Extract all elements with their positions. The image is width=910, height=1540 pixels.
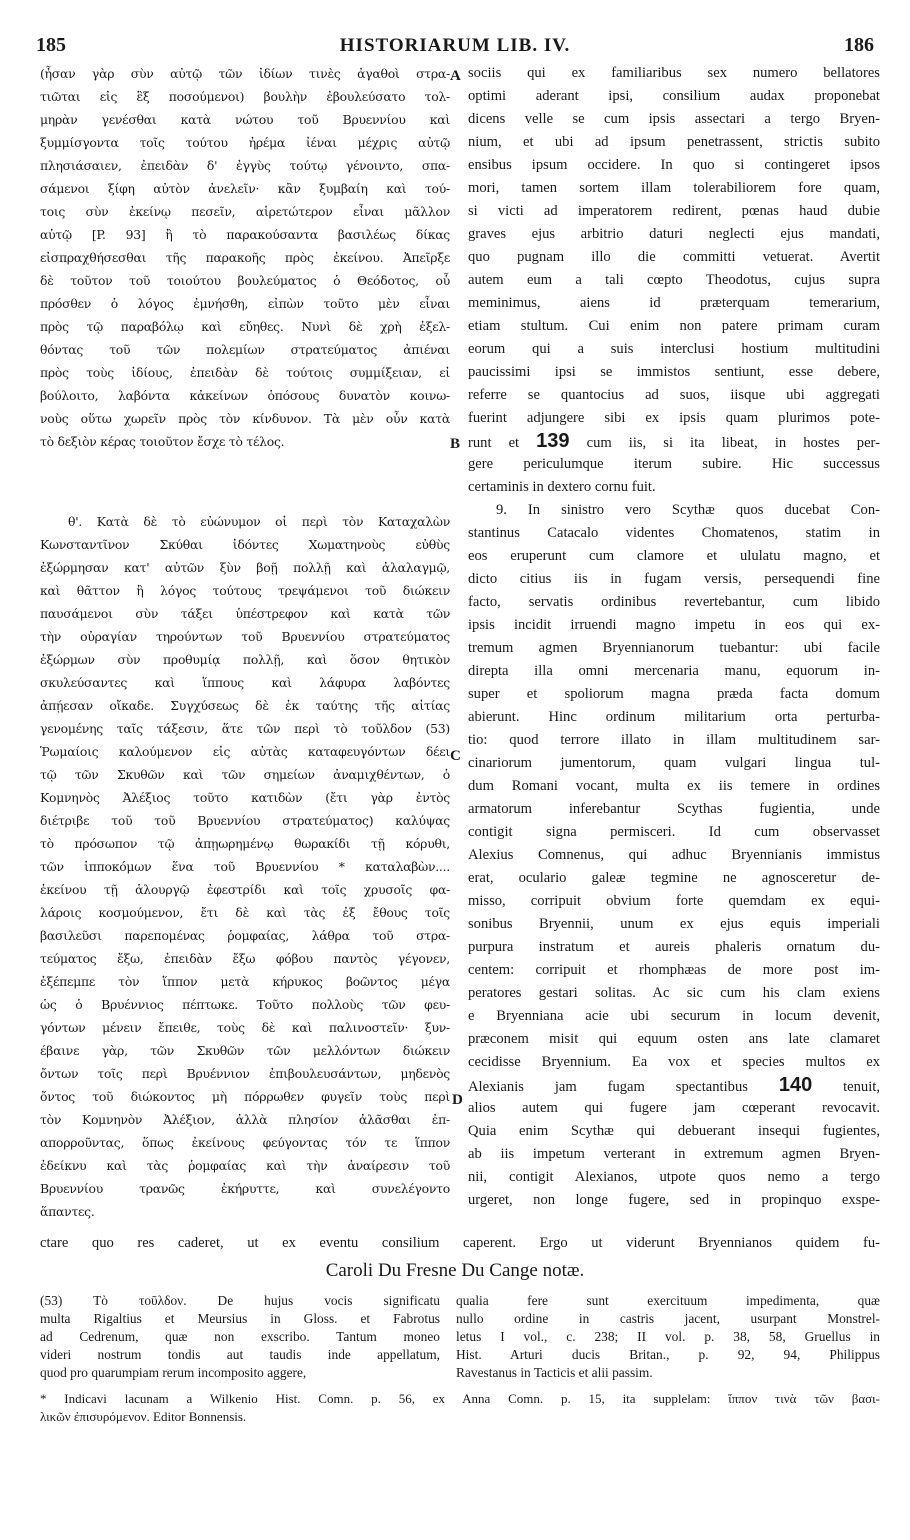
note-line: videri nostrum tondis aut taudis inde appellatum, bbox=[40, 1347, 440, 1362]
latin-text-line: eorum qui a suis interclusi hostium multitudini bbox=[468, 341, 880, 357]
greek-text-line: Κομνηνὸς Ἀλέξιος τοῦτο κατιδὼν (ἔτι γὰρ ἐντὸς bbox=[40, 790, 450, 805]
latin-text-line: autem eum a tali cœpto Theodotus, cujus supra bbox=[468, 272, 880, 288]
footnote-line: λικῶν ἐπισυρόμενον. Editor Bonnensis. bbox=[40, 1409, 247, 1424]
margin-letter-b: B bbox=[450, 436, 461, 452]
greek-text-line: ἅπαντες. bbox=[40, 1204, 95, 1219]
greek-text-line: διέτριβε τοῦ τοῦ Βρυεννίου στρατεύματος) καλύψας bbox=[40, 813, 450, 828]
greek-text-line: τὴν οὐραγίαν τηρούντων τοῦ Βρυεννίου στρατεύματος bbox=[40, 629, 450, 644]
note-line: Hist. Arturi ducis Britan., p. 92, 94, Philippus bbox=[456, 1347, 880, 1362]
greek-text-line: ἐξέπεμπε τὸν ἵππον μετὰ κήρυκος βοῶντος μέγα bbox=[40, 974, 450, 989]
latin-text-line: stantinus Catacalo videntes Chomatenos, statim in bbox=[468, 525, 880, 541]
greek-text-line: τῷ τῶν Σκυθῶν καὶ τῶν σημείων ἀναμιχθέντων, ὁ bbox=[40, 767, 450, 782]
latin-text-line: sonibus Bryennii, unum ex ejus equis imperiali bbox=[468, 916, 880, 932]
latin-text-line: super et spoliorum magna præda facta domum bbox=[468, 686, 880, 702]
latin-text-line: graves ejus arbitrio daturi neglecti ejus mandati, bbox=[468, 226, 880, 242]
latin-text-line: 9. In sinistro vero Scythæ quos ducebat Con- bbox=[496, 502, 880, 518]
latin-text-line: referre se quantocius ad suos, iisque ubi aggregati bbox=[468, 387, 880, 403]
latin-text-line: abierunt. Hinc ordinum militarium orta perturba- bbox=[468, 709, 880, 725]
latin-text-line: centem: corripuit et rhomphæas de more post im- bbox=[468, 962, 880, 978]
latin-text-line: ipsis incidit irruendi magno impetu in eos qui ex- bbox=[468, 617, 880, 633]
latin-text-line: Alexianis jam fugam spectantibus 140 tenuit, bbox=[468, 1074, 880, 1096]
greek-text-line: έβαινε γὰρ, τῶν Σκυθῶν τῶν μελλόντων διώκειν bbox=[40, 1043, 450, 1058]
latin-text-line: Alexius Comnenus, qui adhuc Bryennianis immistus bbox=[468, 847, 880, 863]
greek-text-line: ὡς ὁ Βρυέννιος πέπτωκε. Τοῦτο πολλοὺς τῶν φευ- bbox=[40, 997, 450, 1012]
greek-text-line: ὄντος τοῦ διώκοντος μὴ πόρρωθεν φυγεῖν τοὺς περὶ bbox=[40, 1089, 450, 1104]
greek-text-line: (ἦσαν γὰρ σὺν αὐτῷ τῶν ἰδίων τινὲς ἀγαθοὶ στρα- bbox=[40, 66, 450, 81]
latin-text-line: alios autem qui fugere jam cœperant revocavit. bbox=[468, 1100, 880, 1116]
greek-text-line: ξυμμίσγοντα τοῖς τούτου ἠρέμα ἰέναι μέχρις αὐτῷ bbox=[40, 135, 450, 150]
latin-text-line: cecidisse Bryennium. Ea vox et species multos ex bbox=[468, 1054, 880, 1070]
greek-text-line: ἐξώρμησαν κατ' αὐτῶν ξὺν βοῇ πολλῇ καὶ ἀλαλαγμῷ, bbox=[40, 560, 450, 575]
latin-text-line: cinariorum jumentorum, quam vulgari lingua tul- bbox=[468, 755, 880, 771]
greek-text-line: απορροῦντας, ὅπως ἐκείνους φεύγοντας τόν τε ἵππον bbox=[40, 1135, 450, 1150]
running-title: HISTORIARUM LIB. IV. bbox=[339, 35, 571, 56]
greek-text-line: τιῶται εἰς ἓξ ποσούμενοι) βουλὴν ἐβουλεύσατο τολ- bbox=[40, 89, 450, 104]
latin-text-line: paucissimi ipsi se immistos sentiunt, esse debere, bbox=[468, 364, 880, 380]
right-page-number: 186 bbox=[844, 34, 874, 56]
latin-text-line: præconem misit qui equum osten ans late clamaret bbox=[468, 1031, 880, 1047]
latin-text-line: mori, tamen sortem illam tolerabiliorem fore quam, bbox=[468, 180, 880, 196]
latin-text-line: ensibus ipsum occidere. In quo si contingeret ipsos bbox=[468, 157, 880, 173]
greek-text-line: ἀπῄεσαν οἴκαδε. Συγχύσεως δὲ ἐκ ταύτης τῆς αἰτίας bbox=[40, 698, 450, 713]
greek-column-top bbox=[40, 62, 450, 453]
note-line: quod pro quarumpiam rerum incomposito aggere, bbox=[40, 1365, 307, 1380]
note-line: ad Cedrenum, quæ non exscribo. Tantum moneo bbox=[40, 1329, 440, 1344]
greek-column-bottom bbox=[40, 510, 450, 1223]
greek-text-line: ὄντων τοῖς περὶ Βρυέννιον ἐπιβουλευσάντων, μηδενὸς bbox=[40, 1066, 450, 1081]
greek-text-line: καὶ θᾶττον ἢ λόγος τούτους τρεψάμενοι τοῦ διώκειν bbox=[40, 583, 450, 598]
latin-text-line: sociis qui ex familiaribus sex numero bellatores bbox=[468, 65, 880, 81]
greek-text-line: τεύματος ἔξω, ἐπειδὰν ἔξω φόβου παντὸς γέγονεν, bbox=[40, 951, 450, 966]
greek-text-line: ἐξώρμων σὺν προθυμίᾳ πολλῇ, καὶ ὅσον θητικὸν bbox=[40, 652, 450, 667]
greek-text-line: αὐτῷ [P. 93] ἢ τὸ παρακούσαντα βασιλέως δίκας bbox=[40, 227, 450, 242]
latin-text-line: ab iis impetum verterant in extremum agmen Bryen- bbox=[468, 1146, 880, 1162]
latin-text-line: purpura instratum et aureis phaleris ornatum du- bbox=[468, 939, 880, 955]
latin-text-line: misso, corripuit obvium forte quemdam ex equi- bbox=[468, 893, 880, 909]
greek-text-line: πρὸς τοὺς ἰδίους, ἐπειδὰν δὲ τούτοις συμμίξειαν, εἰ bbox=[40, 365, 450, 380]
editor-footnote bbox=[40, 1390, 880, 1426]
footnote-line: * Indicavi lacunam a Wilkenio Hist. Comn. p. 56, ex Anna Comn. p. 15, ita supplelam: ἵππον τινὰ τῶν βασι- bbox=[40, 1391, 880, 1406]
greek-text-line: τὸ πρόσωπον τῷ ἀπῃωρημένῳ θωρακίδι τῇ κόρυθι, bbox=[40, 836, 450, 851]
latin-text-line: urgeret, non longe fugere, sed in propinquo exspe- bbox=[468, 1192, 880, 1208]
latin-text-line: armatorum inferebantur Scythas fugientia, unde bbox=[468, 801, 880, 817]
greek-text-line: θόντας τοῦ τῶν πολεμίων στρατεύματος ἀπιέναι bbox=[40, 342, 450, 357]
greek-text-line: θ'. Κατὰ δὲ τὸ εὐώνυμον οἱ περὶ τὸν Καταχαλὼν bbox=[68, 514, 450, 529]
latin-text-line: direpta illa omni mercenaria manu, equorum in- bbox=[468, 663, 880, 679]
latin-text-line: contigit signa permisceri. Id cum observasset bbox=[468, 824, 880, 840]
latin-text-line: dum Romani vocant, multa ex iis temere in ordines bbox=[468, 778, 880, 794]
greek-text-line: δὲ τοῦτον τοῦ τοιούτου βουλεύματος ὁ Θεόδοτος, οὗ bbox=[40, 273, 450, 288]
greek-text-line: λάροις κοσμούμενον, ἔτι δὲ καὶ τὰς ἐξ ἔθους τοῖς bbox=[40, 905, 450, 920]
greek-text-line: βασιλεῦσι παρεπομένας ῥομφαίας, λάθρα τοῦ στρα- bbox=[40, 928, 450, 943]
latin-text-line: certaminis in dextero cornu fuit. bbox=[468, 479, 656, 495]
latin-text-line: peratores gestari solitas. Ac sic cum his clam exiens bbox=[468, 985, 880, 1001]
running-header bbox=[36, 34, 874, 58]
latin-column bbox=[468, 62, 880, 1212]
greek-text-line: σκυλεύσαντες καὶ ἵππους καὶ λάφυρα λαβόντες bbox=[40, 675, 450, 690]
latin-text-line: tio: quod terrore illato in illam multitudinem sar- bbox=[468, 732, 880, 748]
greek-text-line: πρὸς τῷ παραβόλῳ καὶ εὔηθες. Νυνὶ δὲ χρὴ ἐξελ- bbox=[40, 319, 450, 334]
greek-text-line: πλησιάσαιεν, ἐπειδὰν δ' ἐγγὺς τούτῳ γένοιντο, σπα- bbox=[40, 158, 450, 173]
greek-text-line: σάμενοι ξίφη αὐτὸν ἀνελεῖν· κἂν ξυμβαίη καὶ τού- bbox=[40, 181, 450, 196]
latin-text-line: erat, oculario galeæ tegmine ne agnosceretur de- bbox=[468, 870, 880, 886]
greek-text-line: τὸν Κομνηνὸν Ἀλέξιον, ἀλλὰ πλησίον ἀλᾶσθαι ἐπ- bbox=[40, 1112, 450, 1127]
greek-text-line: τῶν ἱπποκόμων ἕνα τοῦ Βρυεννίου * καταλαβὼν.... bbox=[40, 859, 450, 874]
latin-text-line: quo pugnam illo die committi vetuerat. Avertit bbox=[468, 249, 880, 265]
greek-text-line: ἐκείνου τῇ ἁλουργῷ ἐφεστρίδι καὶ τοῖς χρυσοῖς φα- bbox=[40, 882, 450, 897]
note-line: (53) Τὸ τοῦλδον. De hujus vocis significatu bbox=[40, 1293, 440, 1308]
latin-text-line: dicens velle se cum ipsis assectari a tergo Bryen- bbox=[468, 111, 880, 127]
greek-text-line: πρόσθεν ὁ λόγος ἐμνήσθη, εἰπὼν τοῦτο μὲν εἶναι bbox=[40, 296, 450, 311]
notes-title: Caroli Du Fresne Du Cange notæ. bbox=[325, 1260, 585, 1281]
greek-text-line: Κωνσταντῖνον Σκύθαι ἰδόντες Χωματηνοὺς εὐθὺς bbox=[40, 537, 450, 552]
note-line: letus I vol., c. 238; II vol. p. 38, 58, Gruellus in bbox=[456, 1329, 880, 1344]
latin-text-line: eos eruperunt cum clamore et ululatu magno, et bbox=[468, 548, 880, 564]
latin-text-line: nium, et ubi ad ipsum penetrassent, strictis subito bbox=[468, 134, 880, 150]
latin-text-line: e Bryenniana acie ubi securum in locum devenit, bbox=[468, 1008, 880, 1024]
greek-text-line: Βρυεννίου τρανῶς ἐκήρυττε, καὶ συνελέγοντο bbox=[40, 1181, 450, 1196]
closing-line: ctare quo res caderet, ut ex eventu consilium caperent. Ergo ut viderunt Bryennianos quidem fu- bbox=[40, 1235, 880, 1251]
notes-right-column bbox=[456, 1292, 880, 1382]
greek-text-line: τοις σὺν ἐκείνῳ πεσεῖν, αἱρετώτερον εἶναι μᾶλλον bbox=[40, 204, 450, 219]
greek-text-line: γόντων μένειν ἔπειθε, τοὺς δὲ καὶ παλινοστεῖν· ξυν- bbox=[40, 1020, 450, 1035]
latin-text-line: si victi ad imperatorem redirent, pœnas haud dubie bbox=[468, 203, 880, 219]
note-line: multa Rigaltius et Meursius in Gloss. et Fabrotus bbox=[40, 1311, 440, 1326]
greek-text-line: βούλοιτο, λαβόντα κἀκείνων ὁπόσους δυνατὸν κοινω- bbox=[40, 388, 450, 403]
greek-text-line: εἰσπραχθήσεσθαι τῆς παρακοῆς πρὸς ἐκείνου. Ἀπεῖρξε bbox=[40, 250, 450, 265]
latin-text-line: tremum agmen Bryennianorum tuebantur: ubi facile bbox=[468, 640, 880, 656]
greek-text-line: νοὺς οὕτω χωρεῖν πρὸς τὸν κίνδυνον. Τὰ μὲν οὖν κατὰ bbox=[40, 411, 450, 426]
latin-text-line: etiam stultum. Cui enim non patere primam curam bbox=[468, 318, 880, 334]
greek-text-line: γενομένης ταῖς τάξεσιν, ἅτε τῶν περὶ τὸ τοῦλδον (53) bbox=[40, 721, 450, 736]
page-marker: 139 bbox=[536, 430, 570, 452]
latin-text-line: runt et 139 cum iis, si ita libeat, in hostes per- bbox=[468, 430, 880, 452]
latin-text-line: nii, contigit Alexianos, utpote quos nemo a tergo bbox=[468, 1169, 880, 1185]
margin-letter-a: A bbox=[450, 68, 461, 84]
notes-left-column bbox=[40, 1292, 440, 1382]
latin-text-line: facto, servatis ordinibus revertebantur, cum libido bbox=[468, 594, 880, 610]
margin-letter-c: C bbox=[450, 748, 461, 764]
page-marker: 140 bbox=[778, 1074, 813, 1096]
latin-text-line: gere periculumque iterum subire. Hic successus bbox=[468, 456, 880, 472]
latin-text-line: meminimus, aiens id præterquam temerarium, bbox=[468, 295, 880, 311]
note-line: qualia fere sunt exercituum impedimenta, quæ bbox=[456, 1293, 880, 1308]
left-page-number: 185 bbox=[36, 34, 66, 56]
greek-text-line: τὸ δεξιὸν κέρας τοιοῦτον ἔσχε τὸ τέλος. bbox=[40, 434, 285, 449]
note-line: Ravestanus in Tacticis et alii passim. bbox=[456, 1365, 653, 1380]
latin-text-line: fuerint adjungere sibi ex ipsis quam plurimos pote- bbox=[468, 410, 880, 426]
greek-text-line: Ῥωμαίοις καλούμενον εἰς αὐτὰς καταφευγόντων δέει bbox=[40, 744, 450, 759]
note-line: nullo ordine in castris jacent, usurpant Monstrel- bbox=[456, 1311, 880, 1326]
greek-text-line: μηρὰν γενέσθαι κατὰ νώτου τοῦ Βρυεννίου καὶ bbox=[40, 112, 450, 127]
greek-text-line: ἐδείκνυ καὶ τὰς ῥομφαίας καὶ τὴν ἀναίρεσιν τοῦ bbox=[40, 1158, 450, 1173]
latin-text-line: optimi aderant ipsi, consilium audax proponebat bbox=[468, 88, 880, 104]
greek-text-line: παυσάμενοι σὺν τάξει ὑπέστρεφον καὶ κατὰ τῶν bbox=[40, 606, 450, 621]
latin-text-line: Quia enim Scythæ qui debuerant insequi fugientes, bbox=[468, 1123, 880, 1139]
margin-letter-d: D bbox=[452, 1092, 463, 1108]
latin-text-line: dicto citius iis in fugam versis, persequendi fine bbox=[468, 571, 880, 587]
